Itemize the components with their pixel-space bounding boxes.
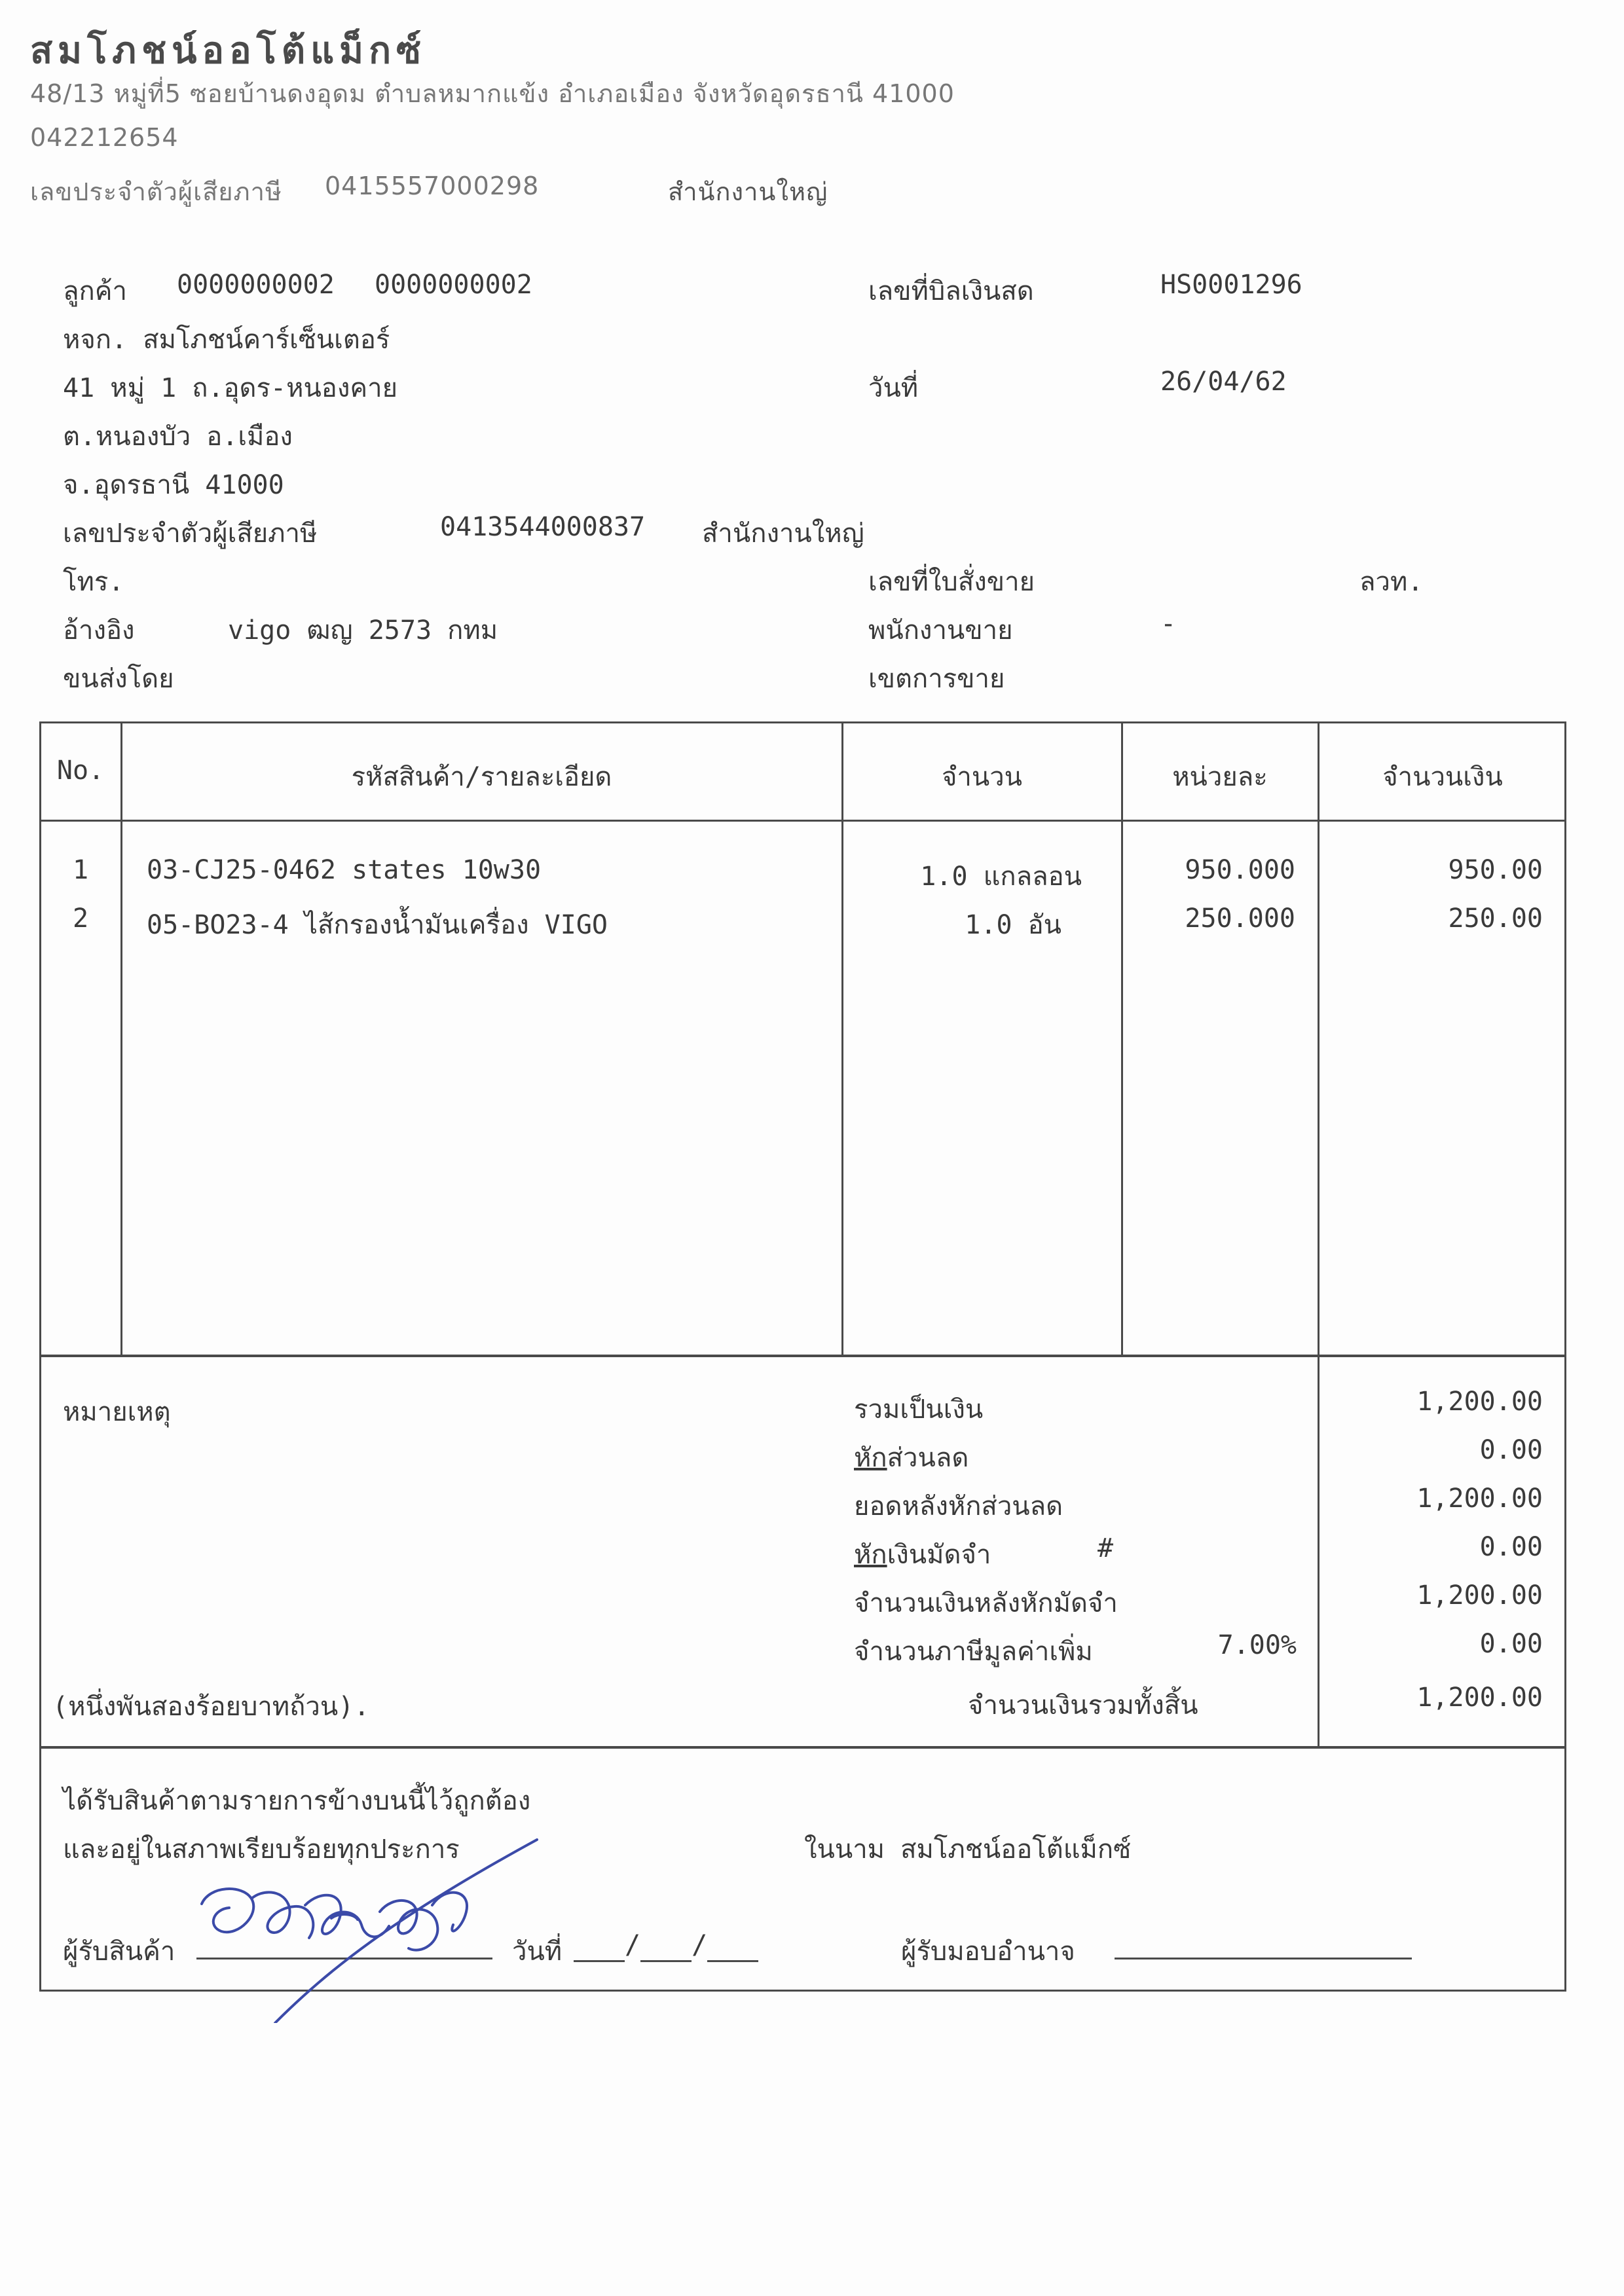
company-phone: 042212654 bbox=[30, 123, 179, 152]
row-unit-price: 950.000 bbox=[1185, 855, 1295, 885]
amount-in-words: (หนึ่งพันสองร้อยบาทถ้วน). bbox=[52, 1692, 370, 1722]
customer-code-1: 0000000002 bbox=[177, 270, 335, 300]
authorized-signature-line bbox=[1115, 1958, 1412, 1959]
col-divider-2 bbox=[841, 721, 843, 1357]
row-no: 2 bbox=[72, 903, 89, 934]
customer-address-3: จ.อุดรธานี 41000 bbox=[63, 470, 284, 500]
row-description: 03-CJ25-0462 states 10w30 bbox=[147, 855, 542, 885]
invoice-date: 26/04/62 bbox=[1160, 367, 1287, 397]
customer-branch: สำนักงานใหญ่ bbox=[702, 519, 864, 549]
customer-code-2: 0000000002 bbox=[375, 270, 532, 300]
date-day-blank bbox=[574, 1930, 625, 1962]
customer-address-2: ต.หนองบัว อ.เมือง bbox=[63, 422, 293, 452]
shipping-label: ขนส่งโดย bbox=[63, 664, 174, 694]
items-table bbox=[39, 721, 1566, 1357]
row-amount: 950.00 bbox=[1448, 855, 1543, 885]
customer-name: หจก. สมโภชน์คาร์เซ็นเตอร์ bbox=[63, 325, 390, 355]
reference-value: vigo ฒญ 2573 กทม bbox=[228, 615, 498, 646]
customer-address-1: 41 หมู่ 1 ถ.อุดร-หนองคาย bbox=[63, 373, 398, 403]
invoice-number-label: เลขที่บิลเงินสด bbox=[868, 276, 1034, 306]
date-month-blank bbox=[640, 1930, 692, 1962]
invoice-date-label: วันที่ bbox=[868, 373, 919, 403]
salesperson-value: - bbox=[1160, 609, 1177, 639]
items-header-divider bbox=[39, 820, 1566, 822]
header-description: รหัสสินค้า/รายละเอียด bbox=[351, 762, 612, 792]
deposit-label-prefix: หัก bbox=[854, 1540, 887, 1570]
received-line-1: ได้รับสินค้าตามรายการข้างบนนี้ไว้ถูกต้อง bbox=[63, 1786, 531, 1816]
col-divider-1 bbox=[120, 721, 122, 1357]
company-branch: สำนักงานใหญ่ bbox=[668, 177, 828, 206]
col-divider-4 bbox=[1318, 721, 1320, 1357]
deposit-hash: # bbox=[1098, 1533, 1114, 1563]
discount-label-rest: ส่วนลด bbox=[887, 1443, 969, 1473]
row-quantity: 1.0 แกลลอน bbox=[920, 862, 1082, 892]
customer-tax-id: 0413544000837 bbox=[440, 512, 646, 542]
row-description: 05-BO23-4 ไส้กรองน้ำมันเครื่อง VIGO bbox=[147, 910, 608, 940]
after-deposit-value: 1,200.00 bbox=[1416, 1580, 1543, 1611]
row-no: 1 bbox=[72, 855, 89, 885]
deposit-value: 0.00 bbox=[1479, 1532, 1543, 1562]
invoice-number: HS0001296 bbox=[1160, 270, 1302, 300]
header-quantity: จำนวน bbox=[941, 762, 1023, 792]
reference-label: อ้างอิง bbox=[63, 615, 135, 646]
row-quantity: 1.0 อัน bbox=[965, 910, 1061, 940]
sales-area-label: เขตการขาย bbox=[868, 664, 1005, 694]
remark-label: หมายเหตุ bbox=[63, 1397, 171, 1427]
header-unit-price: หน่วยละ bbox=[1172, 762, 1268, 792]
company-name: สมโภชน์ออโต้แม็กซ์ bbox=[30, 29, 427, 72]
sales-order-label: เลขที่ใบสั่งขาย bbox=[868, 567, 1035, 597]
vat-rate: 7.00% bbox=[1217, 1630, 1297, 1660]
vat-value: 0.00 bbox=[1479, 1629, 1543, 1659]
customer-label: ลูกค้า bbox=[63, 276, 127, 306]
total-label: จำนวนเงินรวมทั้งสิ้น bbox=[968, 1690, 1198, 1721]
company-address: 48/13 หมู่ที่5 ซอยบ้านดงอุดม ตำบลหมากแข้ง อำเภอเมือง จังหวัดอุดรธานี 41000 bbox=[30, 79, 955, 108]
company-tax-id: 0415557000298 bbox=[325, 172, 540, 200]
sales-order-value: ลวท. bbox=[1359, 567, 1424, 597]
after-deposit-label: จำนวนเงินหลังหักมัดจำ bbox=[854, 1588, 1118, 1618]
date-year-blank bbox=[707, 1930, 758, 1962]
subtotal-label: รวมเป็นเงิน bbox=[854, 1394, 984, 1425]
vat-label: จำนวนภาษีมูลค่าเพิ่ม bbox=[854, 1637, 1093, 1667]
customer-phone-label: โทร. bbox=[63, 567, 124, 597]
received-line-2: และอยู่ในสภาพเรียบร้อยทุกประการ bbox=[63, 1834, 460, 1865]
receiver-label: ผู้รับสินค้า bbox=[63, 1937, 175, 1967]
deposit-label bbox=[854, 1533, 991, 1575]
total-value: 1,200.00 bbox=[1416, 1683, 1543, 1713]
salesperson-label: พนักงานขาย bbox=[868, 615, 1013, 646]
deposit-label-rest: เงินมัดจำ bbox=[887, 1540, 991, 1570]
discount-label-prefix: หัก bbox=[854, 1443, 887, 1473]
discount-value: 0.00 bbox=[1479, 1435, 1543, 1465]
after-discount-label: ยอดหลังหักส่วนลด bbox=[854, 1491, 1063, 1522]
company-tax-id-label: เลขประจำตัวผู้เสียภาษี bbox=[30, 177, 282, 206]
discount-label bbox=[854, 1436, 969, 1478]
handwritten-signature bbox=[183, 1827, 550, 2023]
authorized-label: ผู้รับมอบอำนาจ bbox=[901, 1937, 1075, 1967]
after-discount-value: 1,200.00 bbox=[1416, 1484, 1543, 1514]
subtotal-value: 1,200.00 bbox=[1416, 1387, 1543, 1417]
col-divider-3 bbox=[1121, 721, 1123, 1357]
receive-date-label: วันที่ bbox=[512, 1937, 563, 1967]
on-behalf-of: ในนาม สมโภชน์ออโต้แม็กซ์ bbox=[804, 1834, 1132, 1865]
row-amount: 250.00 bbox=[1448, 903, 1543, 934]
receive-date-blanks: / / bbox=[574, 1930, 758, 1962]
row-unit-price: 250.000 bbox=[1185, 903, 1295, 934]
header-amount: จำนวนเงิน bbox=[1382, 762, 1503, 792]
customer-tax-id-label: เลขประจำตัวผู้เสียภาษี bbox=[63, 519, 318, 549]
header-no: No. bbox=[56, 756, 105, 786]
